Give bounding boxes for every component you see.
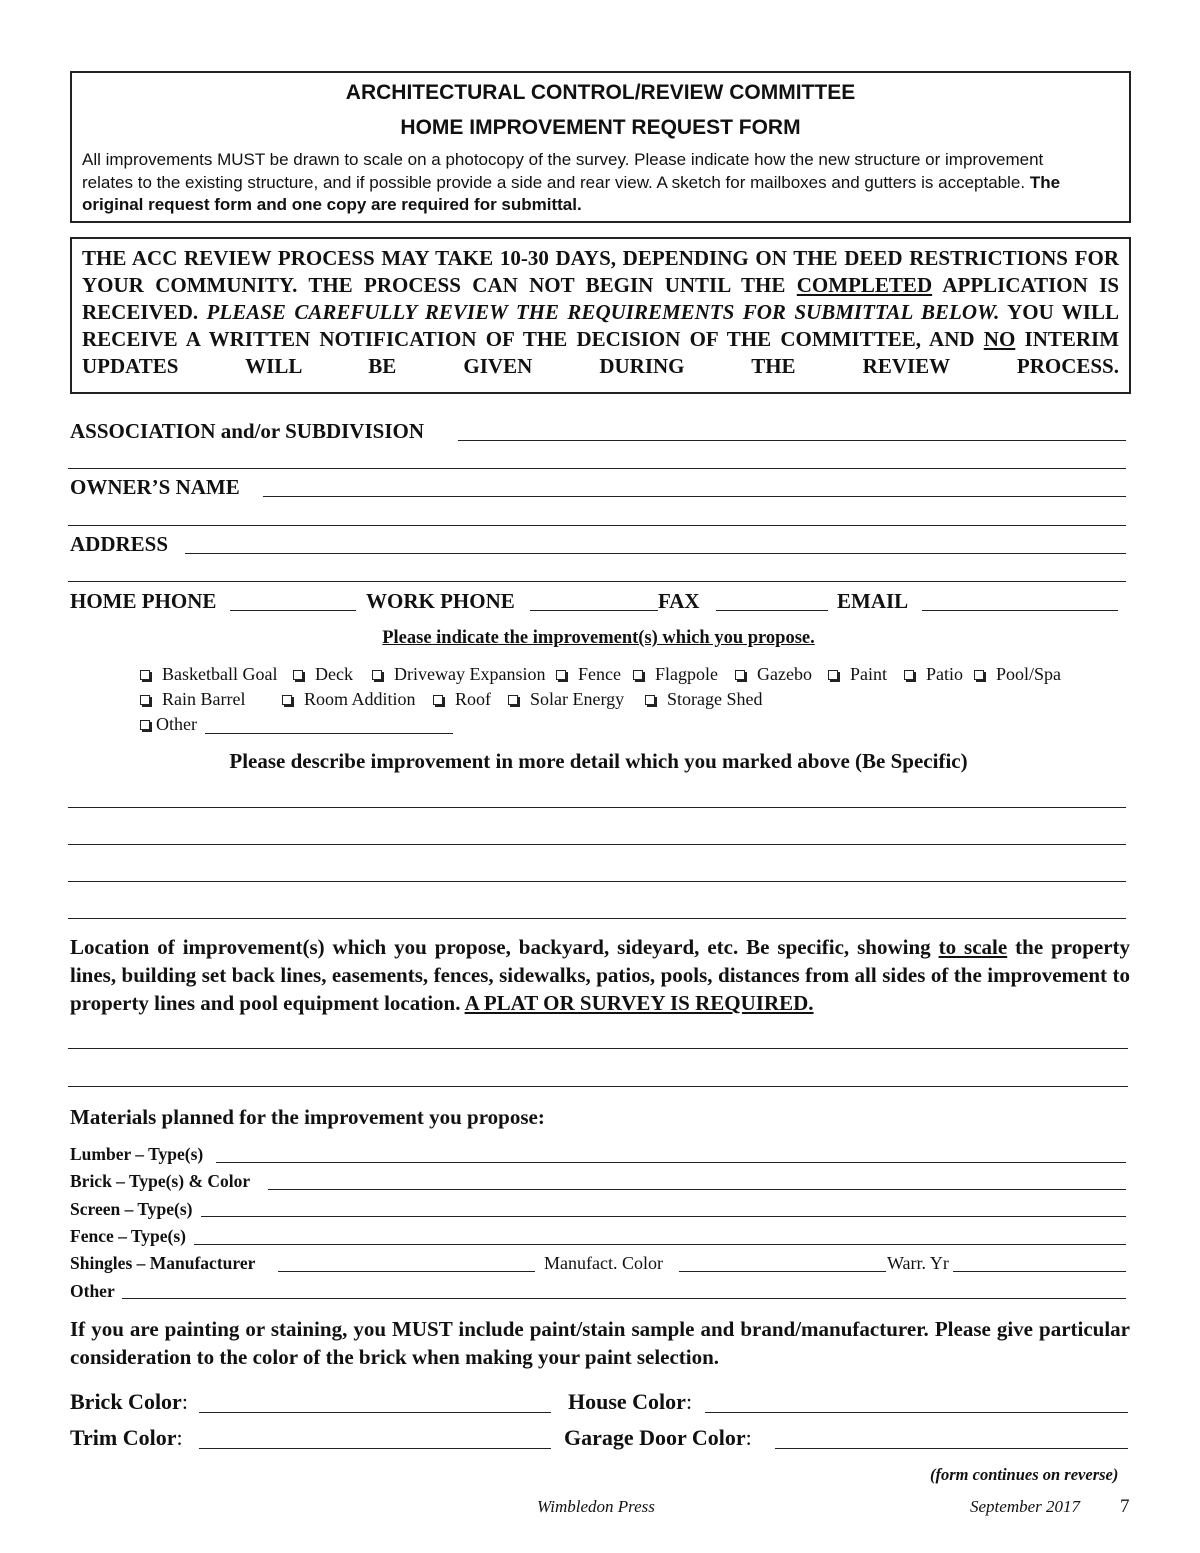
option-flagpole[interactable]: Flagpole	[633, 664, 718, 685]
shingles-label: Shingles – Manufacturer	[70, 1253, 256, 1273]
garage-door-color-label: Garage Door Color:	[564, 1425, 752, 1450]
association-field-2[interactable]	[68, 468, 1126, 469]
checkbox-icon[interactable]	[293, 670, 303, 680]
screen-field[interactable]	[201, 1216, 1126, 1217]
option-other[interactable]: Other	[140, 714, 197, 735]
intro-text: All improvements MUST be drawn to scale on a photocopy of the survey. Please indicate how the new structure or improvement relates to the existing structure, and if possible provide a side and rear view. A sketch for mailboxes and gutters is acceptable. The original request form and one copy are required for submittal.	[82, 150, 1061, 214]
checkbox-icon[interactable]	[140, 670, 150, 680]
work-phone-label: WORK PHONE	[366, 589, 515, 613]
describe-line-3[interactable]	[68, 881, 1126, 882]
checkbox-icon[interactable]	[282, 695, 292, 705]
option-rain-barrel[interactable]: Rain Barrel	[140, 689, 245, 710]
option-paint[interactable]: Paint	[828, 664, 887, 685]
manufact-color-label: Manufact. Color	[544, 1253, 663, 1273]
intro-bold-text: The original request form and one copy are required for submittal.	[82, 172, 1061, 214]
checkbox-icon[interactable]	[904, 670, 914, 680]
no-underlined: NO	[983, 327, 1016, 351]
brick-color-label: Brick Color:	[70, 1389, 188, 1414]
email-field[interactable]	[922, 610, 1118, 611]
lumber-field[interactable]	[216, 1162, 1126, 1163]
home-phone-field[interactable]	[230, 610, 356, 611]
describe-line-4[interactable]	[68, 918, 1126, 919]
checkbox-icon[interactable]	[372, 670, 382, 680]
owner-field-2[interactable]	[68, 525, 1126, 526]
painting-note: If you are painting or staining, you MUST include paint/stain sample and brand/manufacturer. Please give particular consideration to the color of the brick when making your paint selection.	[70, 1317, 1130, 1369]
brick-field[interactable]	[268, 1189, 1126, 1190]
manufact-color-field[interactable]	[679, 1271, 886, 1272]
trim-color-field[interactable]	[199, 1448, 551, 1449]
other-material-label: Other	[70, 1281, 115, 1301]
shingles-manufacturer-field[interactable]	[278, 1271, 535, 1272]
publisher-name: Wimbledon Press	[537, 1497, 655, 1516]
materials-heading: Materials planned for the improvement you propose:	[70, 1105, 545, 1129]
location-line-1[interactable]	[68, 1048, 1128, 1049]
notice-italic: PLEASE CAREFULLY REVIEW THE REQUIREMENTS FOR SUBMITTAL BELOW.	[206, 300, 1000, 324]
address-field-2[interactable]	[68, 581, 1126, 582]
warr-yr-label: Warr. Yr	[887, 1253, 949, 1273]
checkbox-icon[interactable]	[633, 670, 643, 680]
option-pool-spa[interactable]: Pool/Spa	[974, 664, 1061, 685]
option-basketball-goal[interactable]: Basketball Goal	[140, 664, 277, 685]
checkbox-icon[interactable]	[140, 695, 150, 705]
checkbox-icon[interactable]	[433, 695, 443, 705]
option-deck[interactable]: Deck	[293, 664, 353, 685]
work-phone-field[interactable]	[530, 610, 658, 611]
owner-field[interactable]	[263, 496, 1126, 497]
address-field[interactable]	[185, 553, 1126, 554]
header-box	[70, 71, 1131, 223]
screen-label: Screen – Type(s)	[70, 1199, 193, 1219]
fax-field[interactable]	[716, 610, 828, 611]
other-improvement-field[interactable]	[205, 733, 453, 734]
other-material-field[interactable]	[122, 1298, 1126, 1299]
describe-heading: Please describe improvement in more detail which you marked above (Be Specific)	[229, 749, 968, 773]
completed-underlined: COMPLETED	[796, 273, 933, 297]
improvements-heading: Please indicate the improvement(s) which you propose.	[382, 628, 815, 648]
association-label: ASSOCIATION and/or SUBDIVISION	[70, 419, 424, 443]
option-gazebo[interactable]: Gazebo	[735, 664, 812, 685]
fax-label: FAX	[658, 589, 700, 613]
checkbox-icon[interactable]	[140, 720, 150, 730]
location-paragraph: Location of improvement(s) which you propose, backyard, sideyard, etc. Be specific, showing to scale the property lines, building set back lines, easements, fences, sidewalks, patios, pools, distances from all sides of the improvement to property lines and pool equipment location. A PLAT OR SURVEY IS REQUIRED.	[70, 935, 1131, 1015]
checkbox-icon[interactable]	[828, 670, 838, 680]
brick-color-field[interactable]	[199, 1412, 551, 1413]
form-continues-note: (form continues on reverse)	[930, 1465, 1119, 1484]
checkbox-icon[interactable]	[645, 695, 655, 705]
email-label: EMAIL	[837, 589, 909, 613]
trim-color-label: Trim Color:	[70, 1425, 183, 1450]
option-solar-energy[interactable]: Solar Energy	[508, 689, 624, 710]
option-room-addition[interactable]: Room Addition	[282, 689, 416, 710]
checkbox-icon[interactable]	[556, 670, 566, 680]
form-subtitle: HOME IMPROVEMENT REQUEST FORM	[400, 116, 801, 139]
option-patio[interactable]: Patio	[904, 664, 963, 685]
notice-text: THE ACC REVIEW PROCESS MAY TAKE 10-30 DAYS, DEPENDING ON THE DEED RESTRICTIONS FOR YOUR COMMUNITY. THE PROCESS CAN NOT BEGIN UNTIL THE COMPLETED APPLICATION IS RECEIVED. PLEASE CAREFULLY REVIEW THE REQUIREMENTS FOR SUBMITTAL BELOW. YOU WILL RECEIVE A WRITTEN NOTIFICATION OF THE DECISION OF THE COMMITTEE, AND NO INTERIM UPDATES WILL BE GIVEN DURING THE REVIEW PROCESS.	[82, 246, 1120, 378]
owner-label: OWNER’S NAME	[70, 475, 240, 499]
house-color-label: House Color:	[568, 1389, 693, 1414]
describe-line-1[interactable]	[68, 807, 1126, 808]
option-fence[interactable]: Fence	[556, 664, 621, 685]
publication-date: September 2017	[970, 1497, 1081, 1516]
option-roof[interactable]: Roof	[433, 689, 491, 710]
lumber-label: Lumber – Type(s)	[70, 1144, 204, 1164]
describe-line-2[interactable]	[68, 844, 1126, 845]
fence-field[interactable]	[194, 1244, 1126, 1245]
home-phone-label: HOME PHONE	[70, 589, 217, 613]
garage-door-color-field[interactable]	[775, 1448, 1128, 1449]
to-scale-underlined: to scale	[938, 935, 1008, 959]
page-number: 7	[1120, 1496, 1130, 1517]
location-line-2[interactable]	[68, 1086, 1128, 1087]
association-field[interactable]	[458, 440, 1126, 441]
brick-label: Brick – Type(s) & Color	[70, 1171, 251, 1191]
option-storage-shed[interactable]: Storage Shed	[645, 689, 762, 710]
fence-label: Fence – Type(s)	[70, 1226, 186, 1246]
checkbox-icon[interactable]	[974, 670, 984, 680]
address-label: ADDRESS	[70, 532, 169, 556]
notice-box	[70, 237, 1131, 394]
option-driveway-expansion[interactable]: Driveway Expansion	[372, 664, 545, 685]
plat-required-underlined: A PLAT OR SURVEY IS REQUIRED.	[464, 991, 814, 1015]
warr-yr-field[interactable]	[953, 1271, 1126, 1272]
checkbox-icon[interactable]	[735, 670, 745, 680]
checkbox-icon[interactable]	[508, 695, 518, 705]
form-title: ARCHITECTURAL CONTROL/REVIEW COMMITTEE	[345, 81, 856, 104]
house-color-field[interactable]	[705, 1412, 1128, 1413]
